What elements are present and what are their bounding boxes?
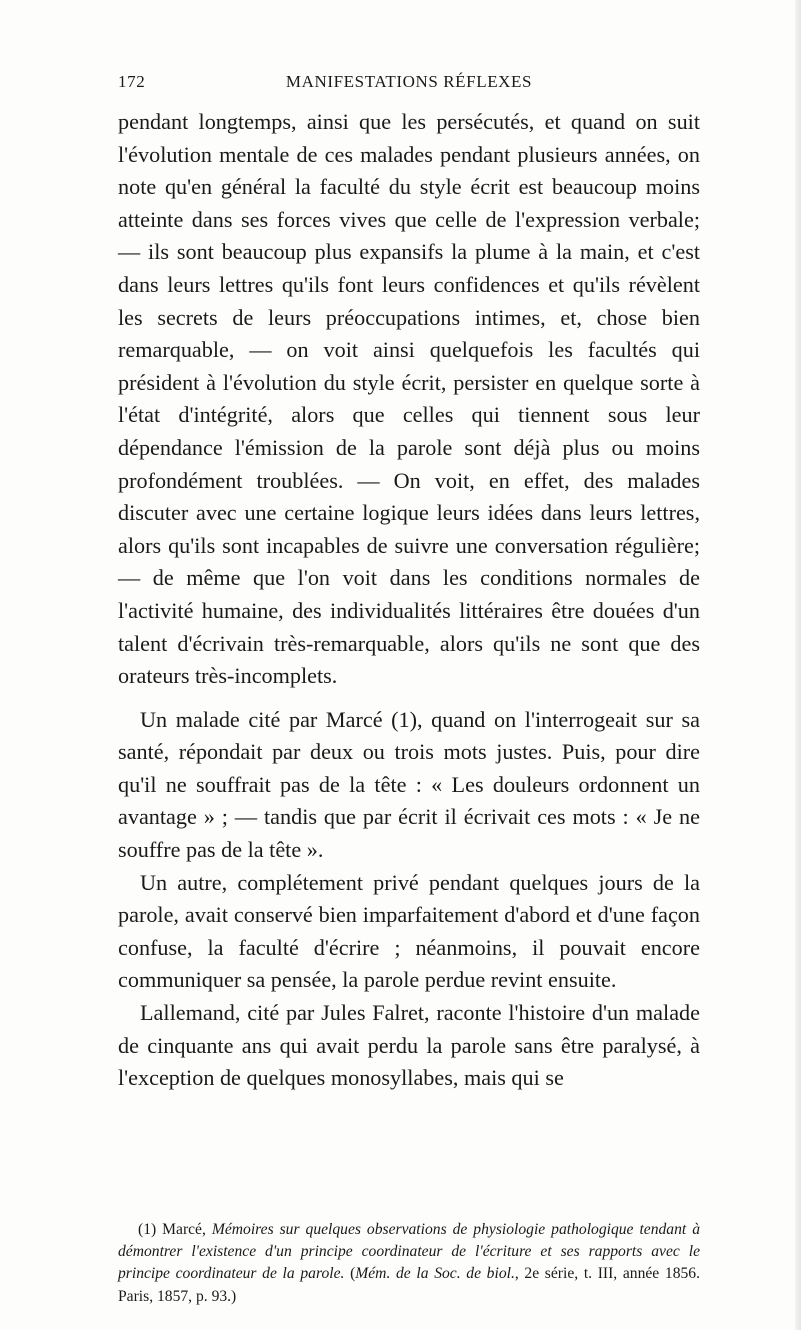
page-header bbox=[118, 72, 700, 96]
paragraph-3: Un autre, complétement privé pendant quelques jours de la parole, avait conservé bien imparfaitement d'abord et d'une façon confuse, la faculté d'écrire ; néanmoins, il pouvait encore communiquer sa pensée, la parole perdue revint ensuite. bbox=[118, 869, 700, 993]
footnote-source-abbr: Mém. de la Soc. de biol. bbox=[355, 1265, 515, 1283]
footnote bbox=[118, 1219, 700, 1308]
paragraph-2: Un malade cité par Marcé (1), quand on l'interrogeait sur sa santé, répondait par deux ou trois mots justes. Puis, pour dire qu'il ne souffrait pas de la tête : « Les douleurs ordonnent un avantage » ; — tandis que par écrit il écrivait ces mots : « Je ne souffre pas de la tête ». bbox=[118, 706, 700, 863]
page-edge-shadow bbox=[795, 0, 801, 1330]
paragraph-4: Lallemand, cité par Jules Falret, raconte l'histoire d'un malade de cinquante ans qui avait perdu la parole sans être paralysé, à l'exception de quelques monosyllabes, mais qui se bbox=[118, 1000, 700, 1091]
page-number: 172 bbox=[118, 72, 146, 91]
body-text bbox=[118, 106, 700, 1095]
paragraph-1: pendant longtemps, ainsi que les persécutés, et quand on suit l'évolution mentale de ces malades pendant plusieurs années, on note qu'en général la faculté du style écrit est beaucoup moins atteinte dans ses forces vives que celle de l'expression verbale; — ils sont beaucoup plus expansifs la plume à la main, et c'est dans leurs lettres qu'ils font leurs confidences et qu'ils révèlent les secrets de leurs préoccupations intimes, et, chose bien remarquable, — on voit ainsi quelquefois les facultés qui président à l'évolution du style écrit, persister en quelque sorte à l'état d'intégrité, alors que celles qui tiennent sous leur dépendance l'émission de la parole sont déjà plus ou moins profondément troublées. — On voit, en effet, des malades discuter avec une certaine logique leurs idées dans leurs lettres, alors qu'ils sont incapables de suivre une conversation régulière; — de même que l'on voit dans les conditions normales de l'activité humaine, des individualités littéraires être douées d'un talent d'écrivain très-remarquable, alors qu'ils ne sont que des orateurs très-incomplets. bbox=[118, 109, 700, 689]
footnote-marker: (1) Marcé, bbox=[138, 1221, 212, 1238]
footnote-source-rest: , 2e série, t. III, année 1856. Paris, 1857, p. 93.) bbox=[118, 1265, 700, 1305]
running-title: MANIFESTATIONS RÉFLEXES bbox=[285, 72, 533, 91]
footnote-source-open: ( bbox=[344, 1265, 356, 1283]
footnote-title: Mémoires sur quelques observations de physiologie pathologique tendant à démontrer l'existence d'un principe coordinateur de l'écriture et ses rapports avec le principe coordinateur de la parole. bbox=[118, 1221, 700, 1283]
